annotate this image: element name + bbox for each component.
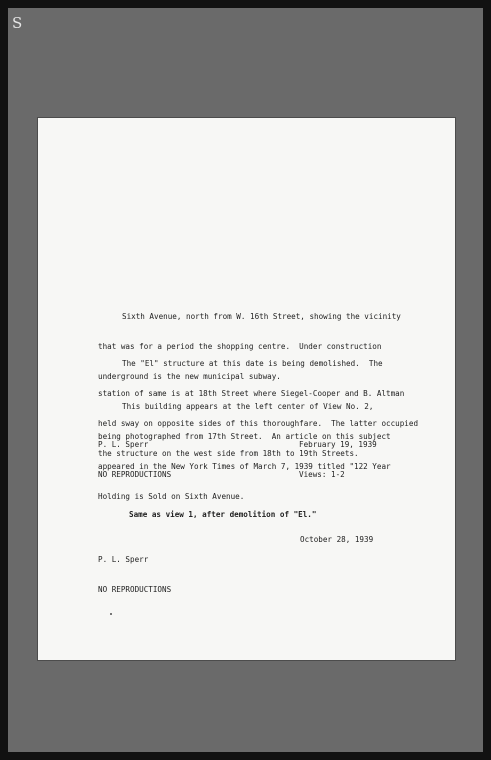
paragraph-3-line-3: appeared in the New York Times of March 7, 1939 titled "122 Year xyxy=(98,462,391,471)
same-as-note: Same as view 1, after demolition of "El." xyxy=(129,510,317,519)
paragraph-2-line-2: station of same is at 18th Street where Siegel-Cooper and B. Altman xyxy=(98,389,405,398)
document-text-area xyxy=(38,118,455,660)
date-2: October 28, 1939 xyxy=(300,535,374,544)
frame-border-right xyxy=(483,0,491,760)
stray-dot xyxy=(110,613,112,615)
paragraph-3-line-2: being photographed from 17th Street. An article on this subject xyxy=(98,432,391,441)
paragraph-3-line-1: This building appears at the left center of View No. 2, xyxy=(122,402,374,411)
date-line: February 19, 1939 xyxy=(299,440,377,449)
document-page xyxy=(38,118,455,660)
frame-border-left xyxy=(0,0,8,760)
frame-border-top xyxy=(0,0,491,8)
date-and-views xyxy=(299,420,399,500)
paragraph-1-line-2: that was for a period the shopping centre. Under construction xyxy=(98,342,382,351)
credit-2-rights: NO REPRODUCTIONS xyxy=(98,585,172,594)
credit-1-rights: NO REPRODUCTIONS xyxy=(98,470,172,479)
paragraph-1-line-1: Sixth Avenue, north from W. 16th Street, showing the vicinity xyxy=(122,312,401,321)
corner-mark: S xyxy=(12,14,23,32)
credit-1-name: P. L. Sperr xyxy=(98,440,149,449)
views-line: Views: 1-2 xyxy=(299,470,345,479)
paragraph-3-line-4: Holding is Sold on Sixth Avenue. xyxy=(98,492,245,501)
paragraph-1-line-3: underground is the new municipal subway. xyxy=(98,372,281,381)
credit-2-name: P. L. Sperr xyxy=(98,555,149,564)
paragraph-2-line-3: held sway on opposite sides of this thoroughfare. The latter occupied xyxy=(98,419,419,428)
frame-border-bottom xyxy=(0,752,491,760)
paragraph-2-line-4: the structure on the west side from 18th to 19th Streets. xyxy=(98,449,359,458)
paragraph-2-line-1: The "El" structure at this date is being demolished. The xyxy=(122,359,383,368)
credit-1 xyxy=(98,420,248,500)
credit-2 xyxy=(98,535,248,615)
